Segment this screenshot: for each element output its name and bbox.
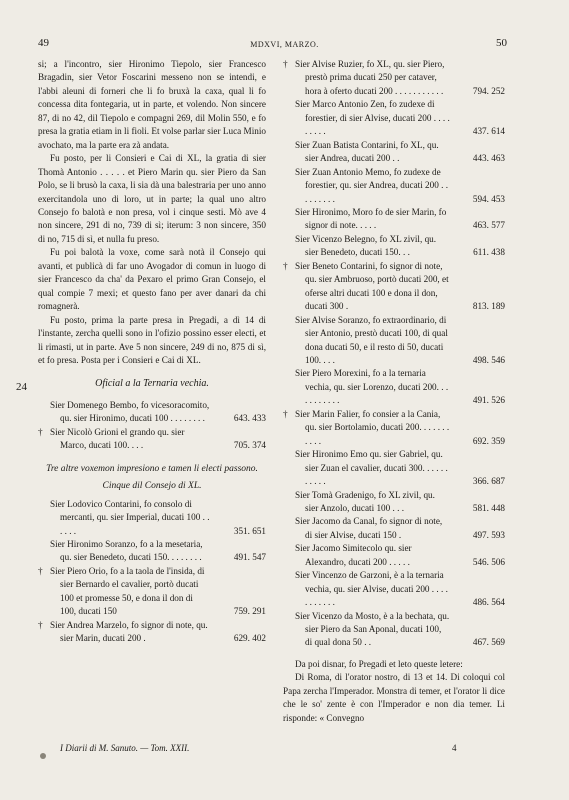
list-item: Sier Lodovico Contarini, fo consolo di mercanti, qu. sier Imperial, ducati 100 . . . . . . 351. 651 (50, 498, 266, 536)
list-item: Sier Vicenzo da Mosto, è a la bechata, qu. sier Piero da San Aponal, ducati 100, di qual dona 50 . . 467. 569 (295, 610, 505, 648)
paragraph: Fu posto, per li Consieri e Cai di XL, la gratia di sier Thomà Antonio . . . . . et Piero Marin qu. sier Piero da San Polo, se li brusò la caxa, li sia dà una balestraria per uno anno exercitandola uno di loro, ut in parte; la qual uno altro Consejo fo balotà e non presa, vol i cinque sesti. Mò ave 4 non sincere, 291 di no, 739 di sì; iterum: 3 non sincere, 350 di no, 715 di sì, et nulla fu preso. (38, 153, 266, 244)
list-item: † Sier Andrea Marzelo, fo signor di note, qu. sier Marin, ducati 200 . 629. 402 (38, 619, 266, 644)
section-title: Oficial a la Ternaria vechia. (95, 378, 209, 390)
list-item: Sier Jacomo Simitecolo qu. sier Alexandro, ducati 200 . . . . . 546. 506 (295, 543, 505, 567)
entry-list (38, 399, 266, 453)
paragraph: si; a l'incontro, sier Hironimo Tiepolo, sier Francesco Bragadin, sier Vetor Foscarini messeno non se intendi, e l'abbi aleuni di forneri che li fo bruxà la caxa, qual li fo concessa dita fontegaria, ut in parte, et volendo. Non sincere 87, di no 42, dil Tiepolo e compagni 269, dil Molin 550, e fo presa la gratia etiam in li fioli. Et volse parlar sier Luca Minio avochato, ma la parte era zà andata. (38, 59, 266, 150)
paragraph: Da poi disnar, fo Pregadi et leto queste letere: (295, 658, 463, 669)
list-item: Sier Hironimo Emo qu. sier Gabriel, qu. sier Zuan el cavalier, ducati 300. . . . . . . . . . . 366. 687 (295, 449, 505, 487)
left-column (38, 58, 266, 646)
signature-mark: 4 (452, 743, 457, 753)
paragraph: Fu posto, prima la parte presa in Pregadi, a dì 14 di l'instante, zercha quelli sono in l'ofizio possino esser electi, et li rimasti, ut in parte. Ave 5 non sincere, 249 di no, 875 di sì, et fo presa. Posta per i Consieri e Cai di XL. (38, 314, 266, 365)
entry-list (38, 498, 266, 646)
list-item: Sier Zuan Antonio Memo, fo zudexe de forestier, qu. sier Andrea, ducati 200 . . . . . . . . . 594. 453 (295, 166, 505, 204)
right-page-number: 50 (496, 37, 507, 49)
list-item: Sier Domenego Bembo, fo vicesoracomito, qu. sier Hironimo, ducati 100 . . . . . . . . 643. 433 (50, 399, 266, 424)
list-item: Sier Marco Antonio Zen, fo zudexe di forestier, di sier Alvise, ducati 200 . . . . . . . . . 437. 614 (295, 99, 505, 137)
list-item: Sier Zuan Batista Contarini, fo XL, qu. sier Andrea, ducati 200 . . 443. 463 (295, 139, 505, 164)
list-item: Sier Vincenzo de Garzoni, è a la ternaria vechia, qu. sier Alvise, ducati 200 . . . . . . . . . . . 486. 564 (295, 570, 505, 608)
list-item: † Sier Alvise Ruzier, fo XL, qu. sier Piero, prestò prima ducati 250 per cataver, hora à oferto ducati 200 . . . . . . . . . . . 794. 252 (283, 59, 505, 96)
margin-number: 24 (16, 381, 27, 393)
paragraph: Fu poi balotà la voxe, come sarà notà il Consejo qui avanti, et publicà di far uno Avogador di comun in luogo di sier Francesco da cha' da Pexaro el primo Gran Consejo, el qual compie 7 mexi; et questo fano per aver danari da chi romagnerà. (38, 247, 266, 312)
list-item: Sier Vicenzo Belegno, fo XL zivil, qu. sier Benedeto, ducati 150. . . 611. 438 (295, 233, 505, 258)
left-page-number: 49 (38, 37, 49, 49)
list-item: † Sier Marin Falier, fo consier a la Cania, qu. sier Bortolamio, ducati 200. . . . . . . . . . . 692. 359 (283, 408, 505, 446)
list-item: Sier Tomà Gradenigo, fo XL zivil, qu. sier Anzolo, ducati 100 . . . 581. 448 (295, 489, 505, 513)
list-item: Sier Hironimo, Moro fo de sier Marin, fo signor di note. . . . . 463. 577 (295, 206, 505, 231)
paragraph: Di Roma, di l'orator nostro, di 13 et 14. Di coloqui col Papa zercha l'Imperador. Monstra di temer, et l'orator li dice che le so' zente è con l'Imperador e non dia temer. Li risponde: « Convegno (283, 672, 505, 723)
right-column (283, 58, 505, 725)
list-item: † Sier Nicolò Grioni el grando qu. sier Marco, ducati 100. . . . 705. 374 (38, 426, 266, 451)
entry-list (283, 58, 505, 650)
running-header: MDXVI, MARZO. (250, 40, 319, 49)
list-item: Sier Alvise Soranzo, fo extraordinario, di sier Antonio, prestò ducati 100, di qual dona ducati 50, e il resto di 50, ducati 100. . . . 498. 546 (295, 314, 505, 365)
list-item: † Sier Beneto Contarini, fo signor di note, qu. sier Ambruoso, portò ducati 200, et oferse altri ducati 100 e dona il don, ducati 300 . 813. 189 (283, 260, 505, 312)
list-item: † Sier Piero Orio, fo a la taola de l'insida, di sier Bernardo el cavalier, portò ducati 100 et promesse 50, e dona il don di 100, ducati 150 759. 291 (38, 565, 266, 617)
list-item: Sier Piero Morexini, fo a la ternaria vechia, qu. sier Lorenzo, ducati 200. . . . . . . . . . . 491. 526 (295, 368, 505, 406)
footer-title: I Diarii di M. Sanuto. — Tom. XXII. (60, 743, 190, 753)
ink-spot (40, 753, 46, 759)
list-item: Sier Jacomo da Canal, fo signor di note, di sier Alvise, ducati 150 . 497. 593 (295, 516, 505, 540)
list-item: Sier Hironimo Soranzo, fo a la mesetaria, qu. sier Benedeto, ducati 150. . . . . . . . 491. 547 (50, 538, 266, 563)
subheading: Cinque dil Consejo di XL. (102, 481, 202, 492)
subheading: Tre altre voxemon impresiono e tamen li electi passono. (46, 463, 258, 474)
